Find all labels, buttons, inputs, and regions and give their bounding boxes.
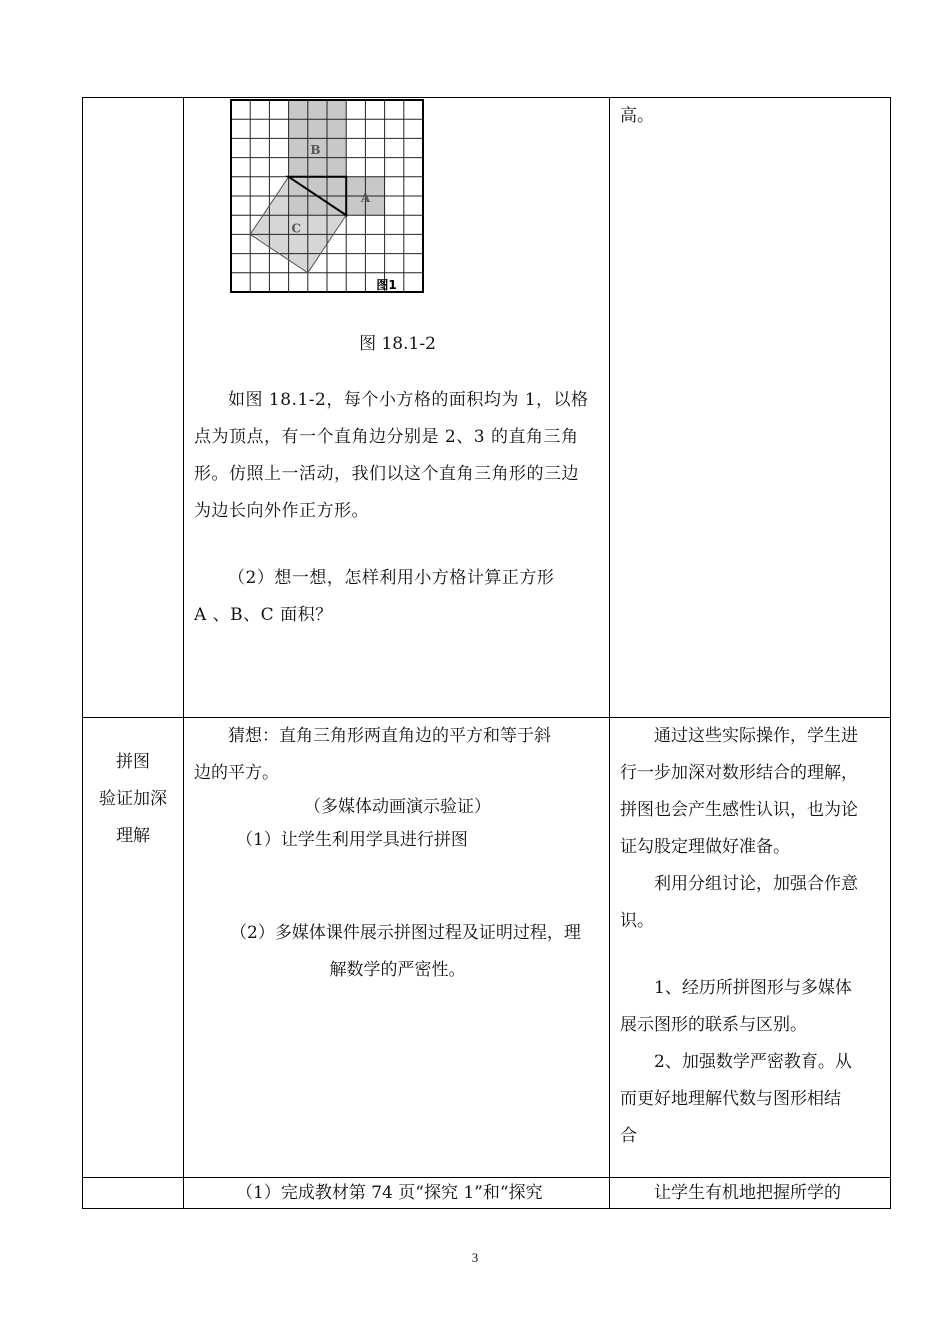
guess-line: 边的平方。: [194, 763, 279, 783]
paragraph-line: 形。仿照上一活动，我们以这个直角三角形的三边: [194, 464, 579, 484]
grid-diagram: [184, 98, 609, 298]
label-a: A: [360, 190, 371, 205]
intent-line: 证勾股定理做好准备。: [620, 837, 790, 857]
stage-label-line: 验证加深: [99, 789, 167, 809]
page-number: 3: [471, 1250, 479, 1265]
activity-cell: [184, 98, 610, 718]
intent-line: 合: [620, 1126, 637, 1146]
intent-cell: [610, 98, 891, 718]
step-two-line: 解数学的严密性。: [329, 960, 466, 980]
figure-caption: 图 18.1-2: [359, 334, 436, 354]
paragraph-line: 点为顶点，有一个直角边分别是 2、3 的直角三角: [194, 427, 579, 447]
intent-cell: [610, 718, 891, 1178]
intent-line: 让学生有机地把握所学的: [654, 1183, 841, 1203]
stage-label-line: 理解: [116, 826, 150, 846]
intent-line: 1、经历所拼图形与多媒体: [654, 978, 852, 998]
intent-line: 通过这些实际操作，学生进: [654, 726, 858, 746]
stage-label: [83, 718, 183, 855]
media-note: （多媒体动画演示验证）: [304, 797, 491, 817]
question-line: （2）想一想，怎样利用小方格计算正方形: [228, 568, 555, 588]
label-c: C: [291, 221, 302, 236]
activity-cell: [184, 718, 610, 1178]
intent-line: 利用分组讨论，加强合作意: [654, 874, 858, 894]
table-row: [83, 718, 891, 1178]
activity-cell: [184, 1178, 610, 1209]
stage-label-line: 拼图: [116, 752, 150, 772]
intent-cell: [610, 1178, 891, 1209]
stage-cell: [83, 1178, 184, 1209]
intent-line: 2、加强数学严密教育。从: [654, 1052, 852, 1072]
guess-line: 猜想：直角三角形两直角边的平方和等于斜: [228, 726, 551, 746]
intent-line: 拼图也会产生感性认识，也为论: [620, 800, 858, 820]
stage-cell: [83, 98, 184, 718]
question-line: A 、B、C 面积？: [194, 605, 333, 625]
paragraph-line: 为边长向外作正方形。: [194, 501, 369, 521]
step-one: （1）让学生利用学具进行拼图: [236, 830, 468, 850]
intent-text: 高。: [620, 106, 654, 126]
figure-corner-label: 图1: [376, 278, 397, 293]
intent-line: 展示图形的联系与区别。: [620, 1015, 807, 1035]
paragraph-line: 如图 18.1-2，每个小方格的面积均为 1，以格: [228, 390, 589, 410]
intent-line: 识。: [620, 911, 654, 931]
table-row: [83, 98, 891, 718]
label-b: B: [310, 142, 321, 157]
intent-line: 而更好地理解代数与图形相结: [620, 1089, 841, 1109]
table-row: [83, 1178, 891, 1209]
grid-figure: [184, 98, 609, 298]
lesson-plan-table: [82, 97, 891, 1209]
step-two-line: （2）多媒体课件展示拼图过程及证明过程，理: [230, 923, 581, 943]
stage-cell: [83, 718, 184, 1178]
intent-line: 行一步加深对数形结合的理解，: [620, 763, 858, 783]
exercise-line: （1）完成教材第 74 页“探究 1”和“探究: [236, 1183, 543, 1203]
